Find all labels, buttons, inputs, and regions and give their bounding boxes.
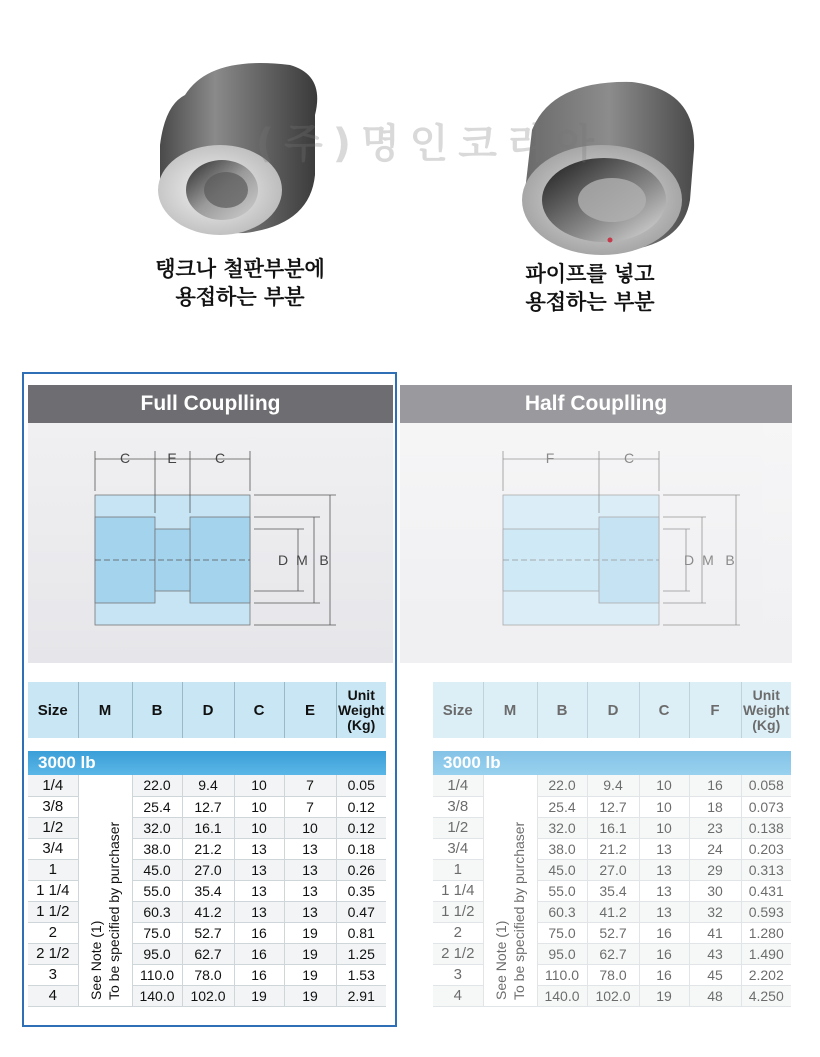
table-cell: 16.1 <box>587 817 639 838</box>
caption-line: 탱크나 철판부분에 <box>155 257 325 281</box>
table-cell: 62.7 <box>587 943 639 964</box>
table-cell: 41 <box>689 922 741 943</box>
table-cell: 19 <box>284 943 336 964</box>
table-cell: 55.0 <box>132 880 182 901</box>
table-cell: 16 <box>639 922 689 943</box>
table-cell: 19 <box>639 985 689 1006</box>
table-cell: 1 1/2 <box>433 901 483 922</box>
table-cell: 1/4 <box>433 775 483 796</box>
table-cell: 19 <box>284 985 336 1006</box>
dim-label-c: C <box>623 450 635 466</box>
column-header: F <box>689 682 741 738</box>
note-line: See Note (1) <box>493 920 509 1001</box>
table-cell: 1/2 <box>28 817 78 838</box>
column-header: Unit Weight (Kg) <box>336 682 386 738</box>
table-cell: 13 <box>234 880 284 901</box>
table-cell: 3 <box>433 964 483 985</box>
table-cell: 27.0 <box>182 859 234 880</box>
table-cell: 10 <box>284 817 336 838</box>
table-cell: 13 <box>639 838 689 859</box>
table-cell: 10 <box>234 817 284 838</box>
table-cell: 2 1/2 <box>28 943 78 964</box>
table-cell: 16 <box>639 964 689 985</box>
table-cell: 27.0 <box>587 859 639 880</box>
dim-label-b: B <box>725 552 735 568</box>
table-cell: 41.2 <box>182 901 234 922</box>
table-cell: 7 <box>284 775 336 796</box>
note-line: See Note (1) <box>88 920 104 1001</box>
table-cell: 38.0 <box>537 838 587 859</box>
note-line: To be specified by purchaser <box>511 822 527 1001</box>
table-cell: 13 <box>639 880 689 901</box>
table-cell: 1/4 <box>28 775 78 796</box>
table-cell: 1 1/2 <box>28 901 78 922</box>
full-coupling-title: Full Couplling <box>28 385 393 423</box>
table-cell: 4.250 <box>741 985 791 1006</box>
table-cell: 0.203 <box>741 838 791 859</box>
pressure-class: 3000 lb <box>28 751 386 775</box>
caption-line: 파이프를 넣고 <box>525 262 655 286</box>
table-cell: 32 <box>689 901 741 922</box>
table-cell: 1 1/4 <box>28 880 78 901</box>
table-cell: 10 <box>234 775 284 796</box>
table-cell: 3/4 <box>433 838 483 859</box>
table-cell: 13 <box>284 901 336 922</box>
table-cell: 52.7 <box>587 922 639 943</box>
column-header: B <box>537 682 587 738</box>
table-cell: 2.91 <box>336 985 386 1006</box>
table-cell: 2 1/2 <box>433 943 483 964</box>
table-cell: 12.7 <box>587 796 639 817</box>
table-cell: 0.073 <box>741 796 791 817</box>
dim-label-c: C <box>119 450 131 466</box>
half-coupling-table <box>433 682 791 1007</box>
table-cell: 25.4 <box>132 796 182 817</box>
table-cell: 78.0 <box>587 964 639 985</box>
table-cell: 0.138 <box>741 817 791 838</box>
table-cell: 10 <box>639 796 689 817</box>
table-cell: 16 <box>639 943 689 964</box>
table-cell: 1 <box>433 859 483 880</box>
column-header: C <box>234 682 284 738</box>
table-cell: 21.2 <box>587 838 639 859</box>
table-cell: 16 <box>234 943 284 964</box>
table-cell: 38.0 <box>132 838 182 859</box>
table-cell: 1 1/4 <box>433 880 483 901</box>
table-cell: 19 <box>234 985 284 1006</box>
full-coupling-caption <box>120 255 360 311</box>
table-cell: 45 <box>689 964 741 985</box>
table-cell: 21.2 <box>182 838 234 859</box>
table-cell: 0.81 <box>336 922 386 943</box>
table-cell: 0.12 <box>336 796 386 817</box>
table-cell: 18 <box>689 796 741 817</box>
table-cell: 140.0 <box>132 985 182 1006</box>
column-header: Unit Weight (Kg) <box>741 682 791 738</box>
column-header: M <box>483 682 537 738</box>
table-cell: 110.0 <box>537 964 587 985</box>
table-cell: 0.058 <box>741 775 791 796</box>
table-cell: 0.05 <box>336 775 386 796</box>
table-cell: 0.313 <box>741 859 791 880</box>
table-cell: 2 <box>28 922 78 943</box>
table-cell: 35.4 <box>182 880 234 901</box>
table-cell: 55.0 <box>537 880 587 901</box>
dim-label-c: C <box>214 450 226 466</box>
table-cell: 1.490 <box>741 943 791 964</box>
table-cell: 16 <box>234 922 284 943</box>
table-cell: 1/2 <box>433 817 483 838</box>
half-coupling-rows <box>433 775 791 1006</box>
pressure-class: 3000 lb <box>433 751 791 775</box>
purchaser-note <box>483 775 537 1006</box>
table-cell: 1 <box>28 859 78 880</box>
column-header: Size <box>28 682 78 738</box>
table-cell: 9.4 <box>182 775 234 796</box>
table-cell: 45.0 <box>132 859 182 880</box>
dim-label-m: M <box>702 552 714 568</box>
table-cell: 3/8 <box>433 796 483 817</box>
column-header: Size <box>433 682 483 738</box>
table-cell: 25.4 <box>537 796 587 817</box>
table-cell: 2.202 <box>741 964 791 985</box>
table-cell: 12.7 <box>182 796 234 817</box>
table-cell: 140.0 <box>537 985 587 1006</box>
column-header: D <box>182 682 234 738</box>
table-cell: 10 <box>234 796 284 817</box>
table-cell: 16 <box>689 775 741 796</box>
table-cell: 29 <box>689 859 741 880</box>
table-cell: 13 <box>234 859 284 880</box>
column-header: E <box>284 682 336 738</box>
table-cell: 19 <box>284 922 336 943</box>
table-cell: 0.35 <box>336 880 386 901</box>
table-cell: 32.0 <box>537 817 587 838</box>
dim-label-d: D <box>277 552 289 568</box>
table-cell: 1.53 <box>336 964 386 985</box>
highlight-frame <box>22 372 397 1027</box>
table-cell: 10 <box>639 817 689 838</box>
table-cell: 1.25 <box>336 943 386 964</box>
table-cell: 0.12 <box>336 817 386 838</box>
table-cell: 13 <box>639 859 689 880</box>
half-coupling-diagram <box>400 423 792 663</box>
table-cell: 4 <box>433 985 483 1006</box>
table-row <box>433 775 791 796</box>
table-cell: 35.4 <box>587 880 639 901</box>
column-header: C <box>639 682 689 738</box>
table-cell: 0.18 <box>336 838 386 859</box>
table-cell: 45.0 <box>537 859 587 880</box>
half-coupling-caption <box>470 260 710 316</box>
table-cell: 41.2 <box>587 901 639 922</box>
table-cell: 3/4 <box>28 838 78 859</box>
table-cell: 16.1 <box>182 817 234 838</box>
table-cell: 75.0 <box>537 922 587 943</box>
table-cell: 43 <box>689 943 741 964</box>
table-cell: 10 <box>639 775 689 796</box>
column-header: B <box>132 682 182 738</box>
caption-line: 용접하는 부분 <box>525 290 655 314</box>
half-coupling-panel <box>400 380 792 1020</box>
purchaser-note-text <box>492 780 528 1000</box>
table-cell: 13 <box>639 901 689 922</box>
table-cell: 19 <box>284 964 336 985</box>
table-cell: 22.0 <box>132 775 182 796</box>
note-line: To be specified by purchaser <box>106 822 122 1001</box>
dim-label-e: E <box>167 450 177 466</box>
table-cell: 23 <box>689 817 741 838</box>
table-cell: 32.0 <box>132 817 182 838</box>
table-cell: 78.0 <box>182 964 234 985</box>
caption-line: 용접하는 부분 <box>175 285 305 309</box>
table-cell: 110.0 <box>132 964 182 985</box>
table-cell: 1.280 <box>741 922 791 943</box>
table-cell: 60.3 <box>132 901 182 922</box>
watermark: (주)명인코리아 <box>255 121 605 167</box>
table-cell: 13 <box>284 859 336 880</box>
table-cell: 60.3 <box>537 901 587 922</box>
table-cell: 24 <box>689 838 741 859</box>
table-cell: 30 <box>689 880 741 901</box>
dim-label-f: F <box>545 450 555 466</box>
table-cell: 48 <box>689 985 741 1006</box>
dim-label-m: M <box>296 552 308 568</box>
table-cell: 13 <box>234 901 284 922</box>
table-cell: 9.4 <box>587 775 639 796</box>
table-cell: 13 <box>284 880 336 901</box>
table-cell: 22.0 <box>537 775 587 796</box>
table-cell: 102.0 <box>587 985 639 1006</box>
half-coupling-title: Half Couplling <box>400 385 792 423</box>
table-cell: 0.431 <box>741 880 791 901</box>
table-cell: 95.0 <box>537 943 587 964</box>
table-cell: 102.0 <box>182 985 234 1006</box>
table-cell: 13 <box>284 838 336 859</box>
column-header: D <box>587 682 639 738</box>
column-header: M <box>78 682 132 738</box>
table-cell: 95.0 <box>132 943 182 964</box>
table-cell: 0.593 <box>741 901 791 922</box>
table-cell: 75.0 <box>132 922 182 943</box>
table-cell: 0.26 <box>336 859 386 880</box>
table-cell: 7 <box>284 796 336 817</box>
table-cell: 0.47 <box>336 901 386 922</box>
table-cell: 4 <box>28 985 78 1006</box>
table-cell: 62.7 <box>182 943 234 964</box>
dim-label-d: D <box>683 552 695 568</box>
table-cell: 3/8 <box>28 796 78 817</box>
dim-label-b: B <box>319 552 329 568</box>
table-cell: 3 <box>28 964 78 985</box>
table-cell: 2 <box>433 922 483 943</box>
table-cell: 16 <box>234 964 284 985</box>
table-cell: 13 <box>234 838 284 859</box>
table-cell: 52.7 <box>182 922 234 943</box>
